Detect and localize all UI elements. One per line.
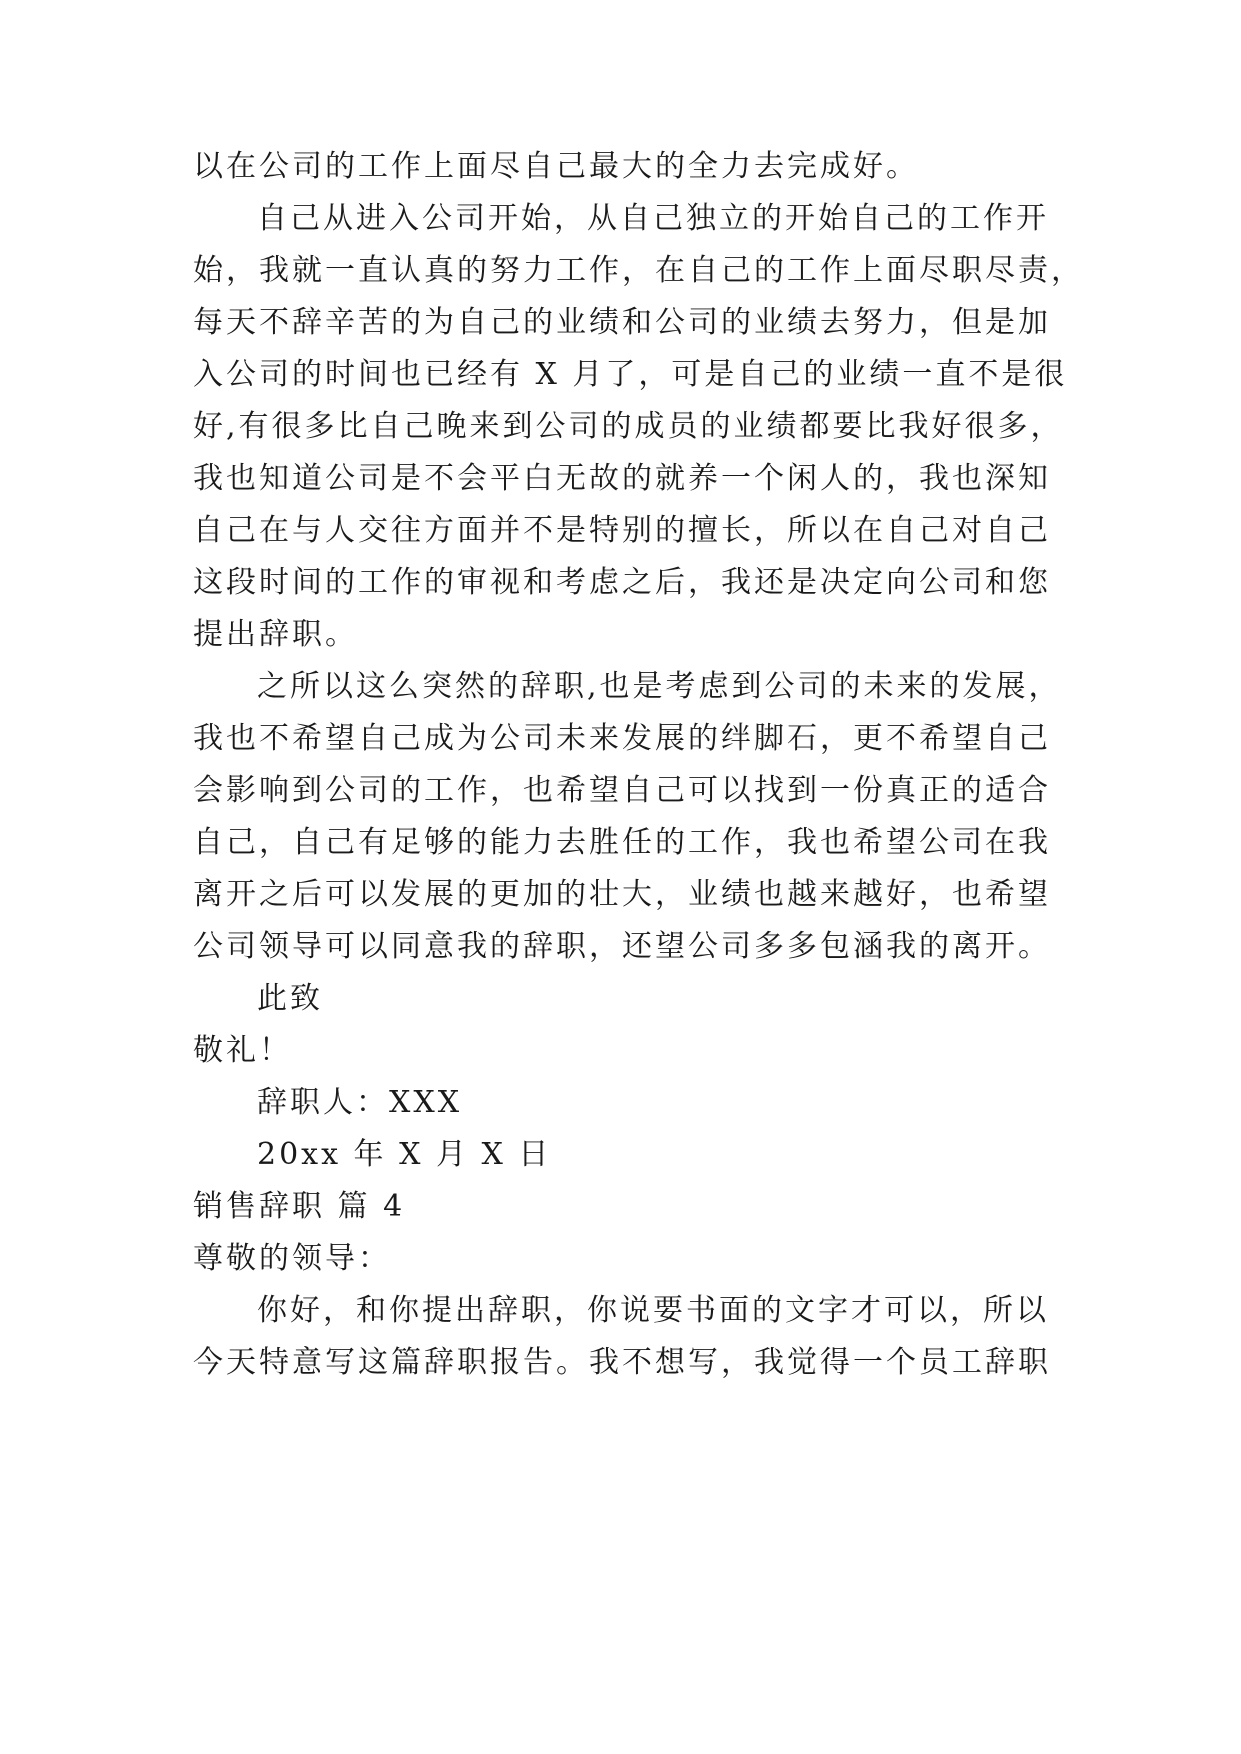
paragraph-line: 我也不希望自己成为公司未来发展的绊脚石，更不希望自己 bbox=[193, 721, 1051, 756]
date-line: 20xx 年 X 月 X 日 bbox=[257, 1137, 552, 1172]
paragraph-line: 自己在与人交往方面并不是特别的擅长，所以在自己对自己 bbox=[193, 513, 1051, 548]
paragraph-line: 以在公司的工作上面尽自己最大的全力去完成好。 bbox=[193, 149, 919, 184]
paragraph-line: 会影响到公司的工作，也希望自己可以找到一份真正的适合 bbox=[193, 773, 1051, 808]
greeting-line: 尊敬的领导： bbox=[193, 1241, 391, 1276]
paragraph-line: 自己从进入公司开始，从自己独立的开始自己的工作开 bbox=[257, 201, 1049, 236]
paragraph-line: 提出辞职。 bbox=[193, 617, 358, 652]
signature-line: 辞职人：XXX bbox=[257, 1085, 463, 1120]
paragraph-line: 自己，自己有足够的能力去胜任的工作，我也希望公司在我 bbox=[193, 825, 1051, 860]
paragraph-line: 离开之后可以发展的更加的壮大，业绩也越来越好，也希望 bbox=[193, 877, 1051, 912]
paragraph-line: 今天特意写这篇辞职报告。我不想写，我觉得一个员工辞职 bbox=[193, 1345, 1051, 1380]
paragraph-line: 始，我就一直认真的努力工作，在自己的工作上面尽职尽责， bbox=[193, 253, 1084, 288]
paragraph-line: 之所以这么突然的辞职,也是考虑到公司的未来的发展， bbox=[257, 669, 1062, 704]
closing-regards: 敬礼！ bbox=[193, 1033, 292, 1068]
paragraph-line: 我也知道公司是不会平白无故的就养一个闲人的，我也深知 bbox=[193, 461, 1051, 496]
paragraph-line: 这段时间的工作的审视和考虑之后，我还是决定向公司和您 bbox=[193, 565, 1051, 600]
section-heading: 销售辞职 篇 4 bbox=[193, 1189, 406, 1224]
closing-salutation: 此致 bbox=[257, 981, 323, 1016]
paragraph-line: 入公司的时间也已经有 X 月了，可是自己的业绩一直不是很 bbox=[193, 357, 1068, 392]
paragraph-line: 公司领导可以同意我的辞职，还望公司多多包涵我的离开。 bbox=[193, 929, 1051, 964]
paragraph-line: 每天不辞辛苦的为自己的业绩和公司的业绩去努力，但是加 bbox=[193, 305, 1051, 340]
paragraph-line: 你好，和你提出辞职，你说要书面的文字才可以，所以 bbox=[257, 1293, 1049, 1328]
paragraph-line: 好,有很多比自己晚来到公司的成员的业绩都要比我好很多， bbox=[193, 409, 1064, 444]
